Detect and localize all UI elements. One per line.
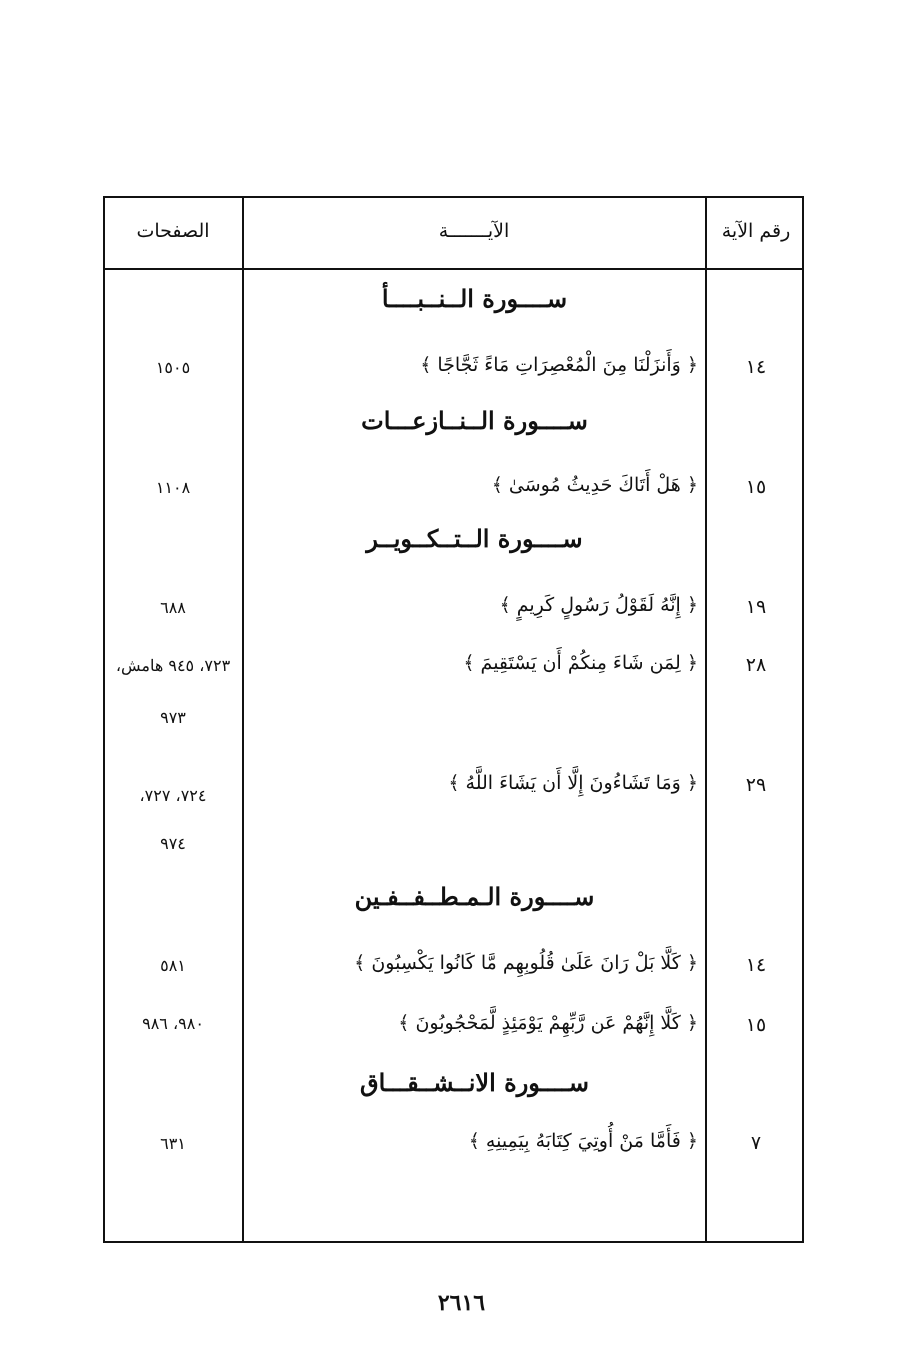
surah-title: ســــورة الــنــازعـــات xyxy=(361,406,588,435)
page-refs: ٦٨٨ xyxy=(160,598,186,617)
verse-number: ١٤ xyxy=(745,356,767,378)
header-verse-number: رقم الآية xyxy=(721,220,791,242)
verse-number: ٢٩ xyxy=(745,774,767,796)
page-refs: ١١٠٨ xyxy=(155,478,191,497)
surah-title: ســــورة الــتــكــويــر xyxy=(366,524,583,553)
verse-text: ﴿ إِنَّهُ لَقَوْلُ رَسُولٍ كَرِيمٍ ﴾ xyxy=(499,594,698,616)
page-number: ٢٦١٦ xyxy=(437,1290,486,1316)
verse-number: ٢٨ xyxy=(745,654,767,676)
header-divider xyxy=(105,268,802,270)
column-divider-number xyxy=(705,198,707,1241)
header-verse: الآيـــــــة xyxy=(438,220,510,242)
verse-number: ١٤ xyxy=(745,954,767,976)
surah-title: ســــورة الـمـطــفــفـين xyxy=(354,882,595,911)
header-pages: الصفحات xyxy=(136,220,210,242)
verse-number: ١٥ xyxy=(745,476,767,498)
surah-title: ســــورة الانــشــقـــاق xyxy=(360,1068,589,1097)
verse-text: ﴿ هَلْ أَتَاكَ حَدِيثُ مُوسَىٰ ﴾ xyxy=(491,474,698,496)
page-refs: ٥٨١ xyxy=(160,956,186,975)
verse-number: ١٥ xyxy=(745,1014,767,1036)
verse-text: ﴿ لِمَن شَاءَ مِنكُمْ أَن يَسْتَقِيمَ ﴾ xyxy=(463,652,698,674)
page-refs-continued: ٩٧٤ xyxy=(160,834,186,853)
verse-text: ﴿ كَلَّا إِنَّهُمْ عَن رَّبِّهِمْ يَوْمَئِذٍ لَّمَحْجُوبُونَ ﴾ xyxy=(398,1012,698,1034)
verse-text: ﴿ وَأَنزَلْنَا مِنَ الْمُعْصِرَاتِ مَاءً ثَجَّاجًا ﴾ xyxy=(420,354,698,376)
page-refs: ٩٨٠، ٩٨٦ xyxy=(142,1014,204,1033)
verse-text: ﴿ كَلَّا بَلْ رَانَ عَلَىٰ قُلُوبِهِم مَّا كَانُوا يَكْسِبُونَ ﴾ xyxy=(354,952,698,974)
page-refs: ٧٢٤، ٧٢٧، xyxy=(139,786,207,805)
verse-number: ١٩ xyxy=(745,596,767,618)
surah-title: ســــورة الــنــبــــأ xyxy=(381,284,568,313)
column-divider-pages xyxy=(242,198,244,1241)
page-refs: ٦٣١ xyxy=(160,1134,186,1153)
page-refs: ١٥٠٥ xyxy=(155,358,191,377)
page-refs-continued: ٩٧٣ xyxy=(160,708,186,727)
verse-text: ﴿ وَمَا تَشَاءُونَ إِلَّا أَن يَشَاءَ اللَّهُ ﴾ xyxy=(448,772,698,794)
verse-text: ﴿ فَأَمَّا مَنْ أُوتِيَ كِتَابَهُ بِيَمِينِهِ ﴾ xyxy=(468,1130,698,1152)
index-table xyxy=(103,196,804,1243)
page-refs: ٧٢٣، ٩٤٥ هامش، xyxy=(115,656,231,675)
verse-number: ٧ xyxy=(750,1132,762,1154)
